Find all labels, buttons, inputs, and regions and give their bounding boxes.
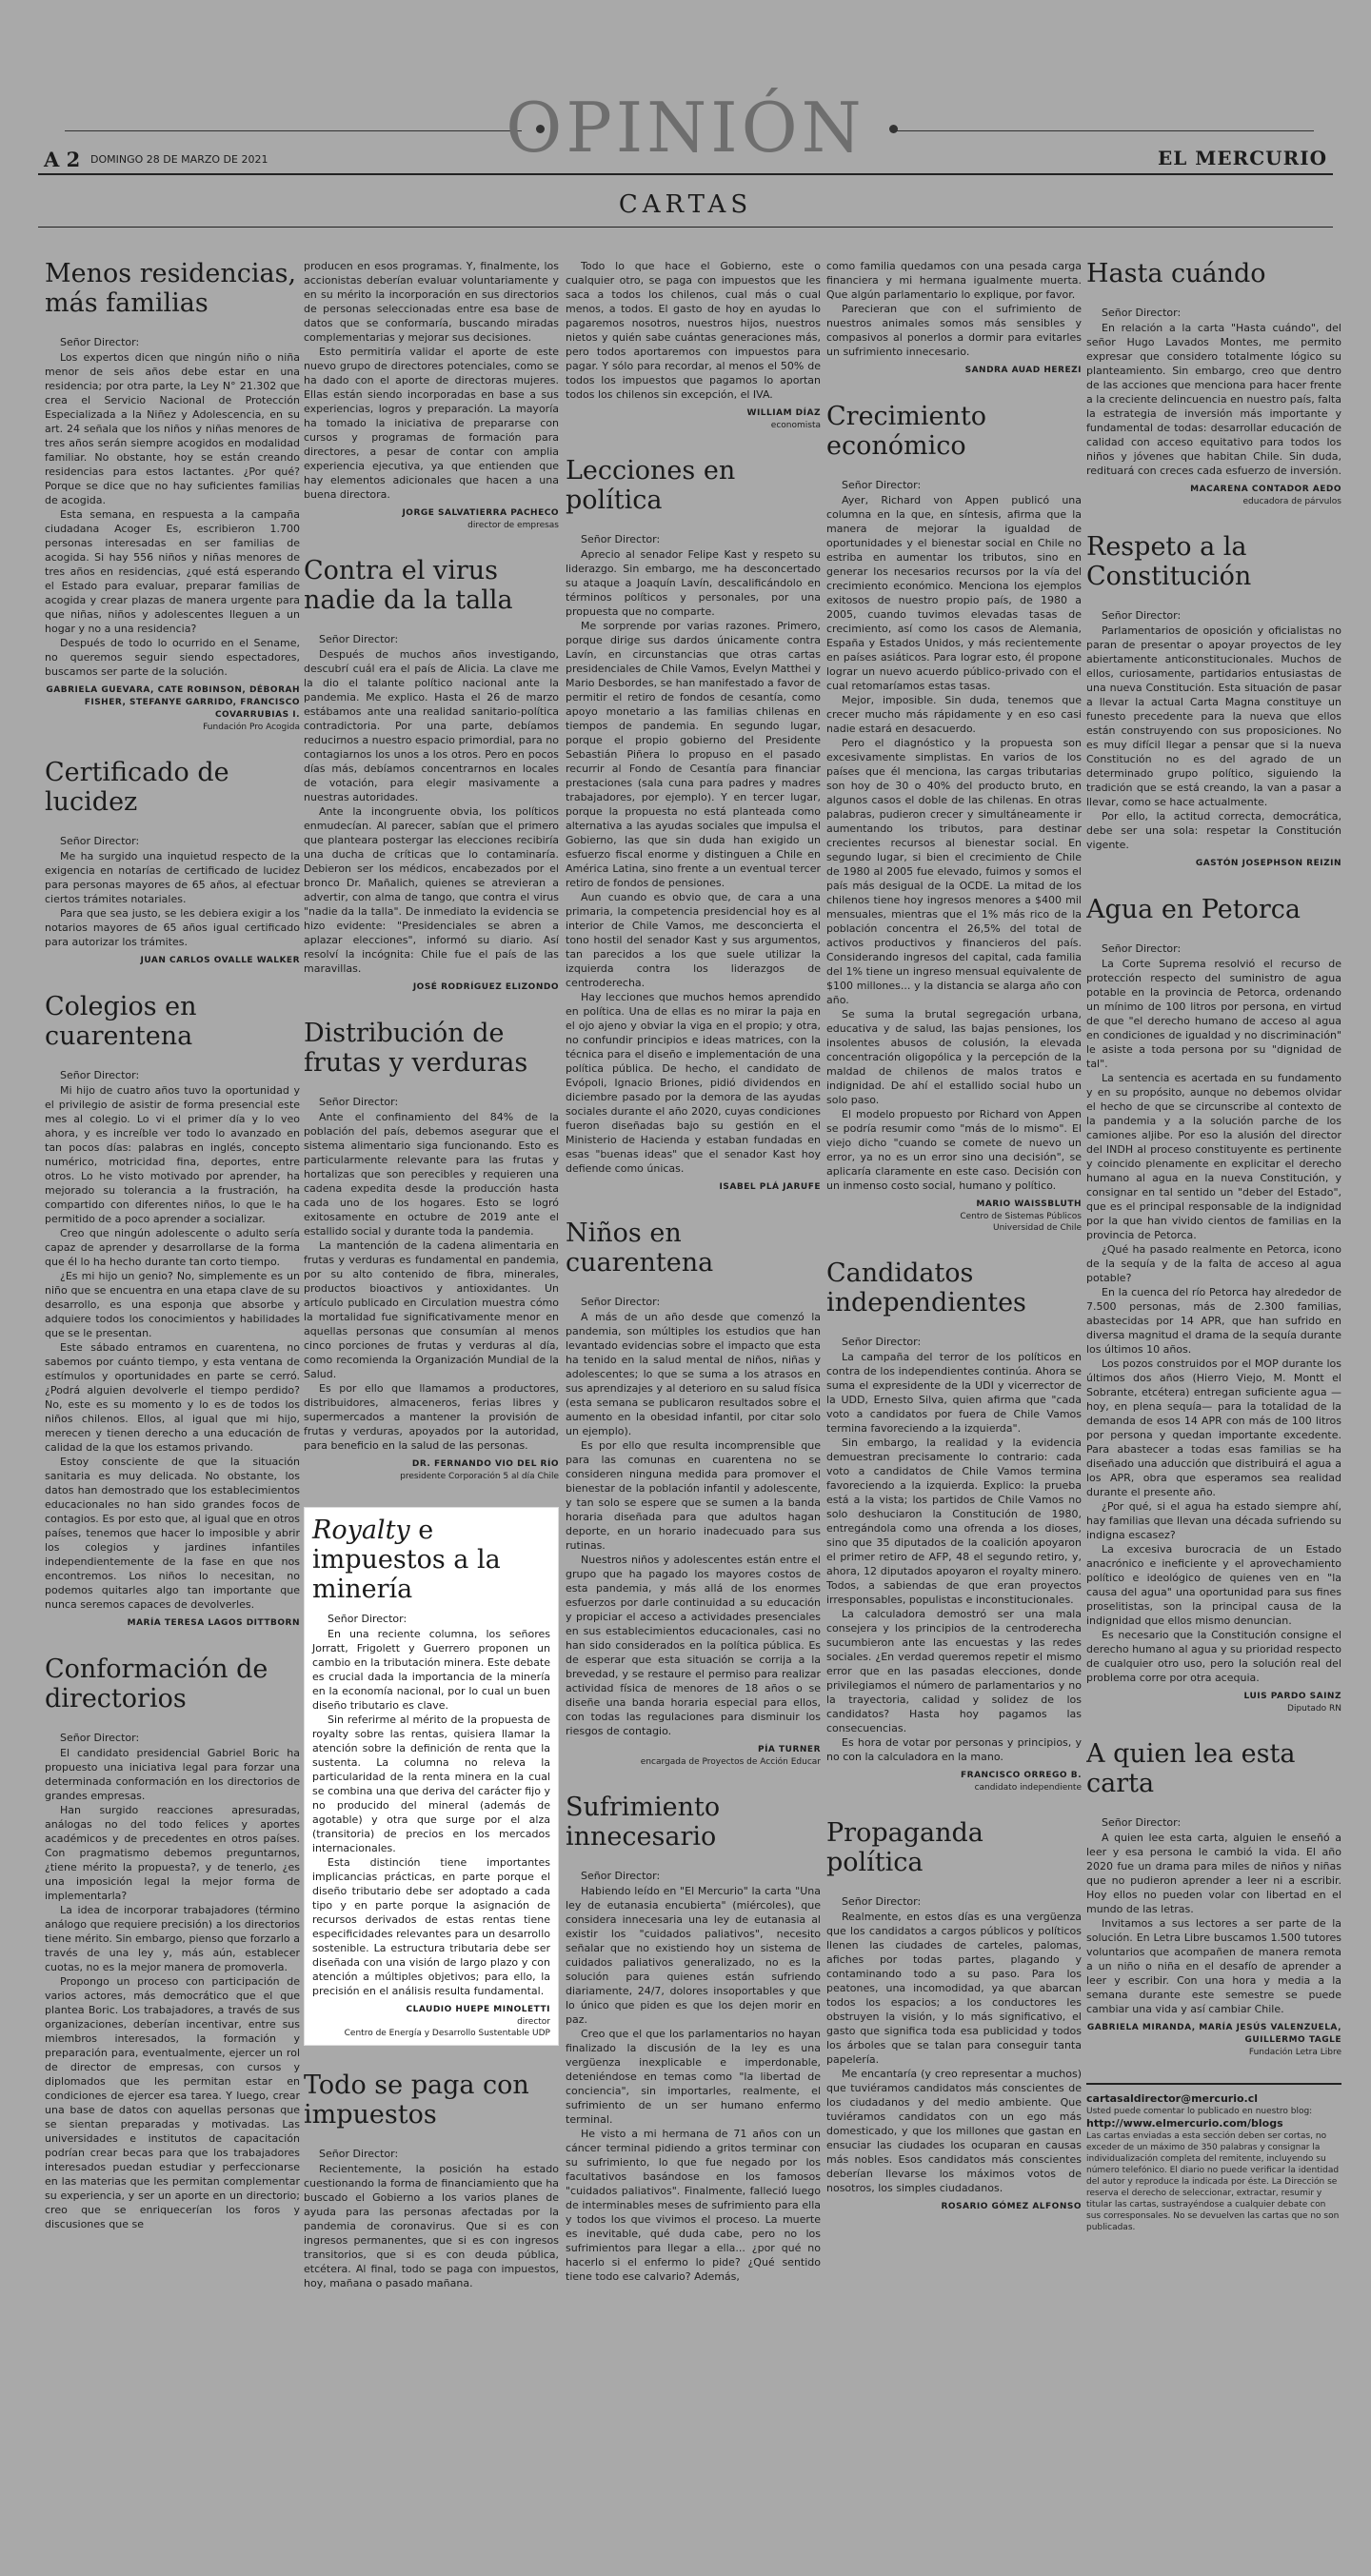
letter-paragraph: Aprecio al senador Felipe Kast y respeto su liderazgo. Sin embargo, me ha desconcertado su ataque a Joaquín Lavín, descalificándolo en términos políticos y personales, por una propuesta que no comparte. — [566, 548, 821, 618]
letter-title: Distribución de frutas y verduras — [304, 1019, 528, 1078]
letter-paragraph: A más de un año desde que comenzó la pandemia, son múltiples los estudios que han levantado evidencias sobre el impacto que esta ha tenido en la salud mental de niños, niñas y adolescentes; lo que se suma a los atrasos en sus aprendizajes y al deterioro en su salud física (esta semana se publicaron resultados sobre el aumento en la obesidad infantil, por citar solo un ejemplo). — [566, 1311, 821, 1437]
letter-paragraph: Es por ello que llamamos a productores, distribuidores, almaceneros, ferias libres y supermercados a mantener la provisión de frutas y verduras, apoyados por la autoridad, para beneficio en la salud de las personas. — [304, 1382, 559, 1452]
letter-body — [826, 493, 1082, 1193]
letter-hasta-cuando — [1086, 259, 1341, 507]
letter-role: candidato independiente — [974, 1783, 1082, 1793]
letter-paragraph: En la cuenca del río Petorca hay alrededor de 7.500 personas, más de 2.300 familias, abastecidas por 14 APR, que han sufrido en diversa magnitud el drama de la sequía durante los últimos 10 años. — [1086, 1286, 1341, 1356]
letter-salutation: Señor Director: — [581, 533, 661, 545]
issue-date: DOMINGO 28 DE MARZO DE 2021 — [90, 153, 268, 166]
masthead — [38, 0, 1333, 238]
letter-body — [45, 1746, 300, 2231]
letter-paragraph: Parlamentarios de oposición y oficialistas no paran de presentar o apoyar proyectos de ley abiertamente anticonstitucionales. Muchos de ellos, curiosamente, partidarios entusiastas de una nueva Constitución. Esta situación de pasar a llevar la actual Carta Magna constituye un funesto precedente para la nueva que ellos están construyendo con sus proposiciones. No es muy difícil llegar a pensar que si la nueva Constitución no es del agrado de un determinado grupo político, siguiendo la tradición que se está creando, la van a pasar a llevar, como se hace actualmente. — [1086, 624, 1341, 808]
letter-paragraph: Propongo un proceso con participación de varios actores, más democrático que el que plantea Boric. Los trabajadores, a través de sus organizaciones, deberían incentivar, entre sus miembros interesados, la formación y preparación para, eventualmente, ejercer un rol de director de empresas, con cursos y diplomados que les permitan estar en condiciones de ejercer esa tarea. Y luego, crear una base de datos con aquellas personas que se sientan preparadas y motivadas. Las universidades e institutos de capacitación podrían crear becas para que los trabajadores interesados puedan estudiar y perfeccionarse en las materias que les permitan complementar su experiencia, y ser un aporte en un directorio; creo que se enriquecerían los foros y discusiones que se — [45, 1975, 300, 2230]
letter-body — [826, 259, 1082, 359]
subsection-rule-bottom — [38, 227, 1333, 228]
letter-body — [826, 1910, 1082, 2195]
letter-role: economista — [770, 421, 821, 430]
letter-paragraph: En una reciente columna, los señores Jorratt, Frigolett y Guerrero proponen un cambio en la tributación minera. Este debate es crucial dada la importancia de la minería en la economía nacional, por lo cual un buen diseño tributario es clave. — [312, 1628, 550, 1712]
letter-paragraph: La mantención de la cadena alimentaria en frutas y verduras es fundamental en pandemia, por su alto contenido de fibra, minerales, productos bioactivos y antioxidantes. Un artículo publicado en Circulation muestra cómo la mortalidad fue significativamente menor en aquellas personas que consumían al menos cinco porciones de frutas y verduras al día, como recomienda la Organización Mundial de la Salud. — [304, 1239, 559, 1380]
letter-title: Contra el virus nadie da la talla — [304, 556, 513, 615]
letter-body — [1086, 624, 1341, 852]
letter-title-emphasis: Royalty — [312, 1516, 410, 1545]
letter-paragraph: La campaña del terror de los políticos en contra de los independientes continúa. Ahora se suma el expresidente de la UDI y vicerrector de la UDD, Ernesto Silva, quien afirma que "cada voto a candidatos por fuera de Chile Vamos termina favoreciendo a la izquierda". — [826, 1351, 1082, 1435]
letter-role: Fundación Letra Libre — [1248, 2048, 1341, 2057]
letter-paragraph: producen en esos programas. Y, finalmente, los accionistas deberían evaluar voluntariamente y en su mérito la incorporación en sus directorios de personas seleccionadas entre esa base de datos que se conformaría, buscando miradas complementarias y mejorar sus decisiones. — [304, 260, 559, 344]
letter-paragraph: La idea de incorporar trabajadores (término análogo que requiere precisión) a los directorios tiene mérito. Sin embargo, pienso que forzarlo a través de una ley y, más aún, establecer cuotas, no es la mejor manera de promoverla. — [45, 1904, 300, 1973]
letter-title: Certificado de lucidez — [45, 758, 229, 817]
letter-body — [45, 1083, 300, 1612]
letter-signature: SANDRA AUAD HEREZI — [964, 366, 1082, 375]
letter-role: encargada de Proyectos de Acción Educar — [640, 1757, 821, 1767]
letter-body — [304, 647, 559, 976]
letter-distribucion — [304, 1019, 559, 1482]
letter-salutation: Señor Director: — [319, 2148, 399, 2160]
letter-salutation: Señor Director: — [581, 1870, 661, 1882]
letter-signature: PÍA TURNER — [757, 1745, 821, 1754]
letter-royalty — [304, 1507, 559, 2046]
letter-paragraph: Este sábado entramos en cuarentena, no sabemos por cuánto tiempo, y esta ventana de estímulos y oportunidades en parte se cerró. ¿Podrá alguien devolverle el tiempo perdido? No, este es su momento y lo es de todos los niños chilenos. Ellos, al igual que mi hijo, merecen y tienen derecho a una educación de calidad de la que los estamos privando. — [45, 1341, 300, 1454]
letter-impuestos — [304, 2071, 559, 2290]
letter-body — [566, 1310, 821, 1738]
letter-salutation: Señor Director: — [1102, 609, 1182, 622]
letter-salutation: Señor Director: — [60, 336, 140, 348]
letter-paragraph: Los expertos dicen que ningún niño o niña menor de seis años debe estar en una residencia; por otra parte, la Ley N° 21.302 que crea el Servicio Nacional de Protección Especializada a la Niñez y Adolescencia, en su art. 24 señala que los niños y niñas menores de tres años serán siempre acogidos en modalidad familiar. No obstante, hoy se están creando residencias para estos lactantes. ¿Por qué? Porque se dice que no hay suficientes familias de acogida. — [45, 351, 300, 506]
letter-respeto — [1086, 532, 1341, 870]
letter-title: Respeto a la Constitución — [1086, 532, 1252, 591]
letter-salutation: Señor Director: — [581, 1296, 661, 1308]
letter-paragraph: Se suma la brutal segregación urbana, educativa y de salud, las bajas pensiones, los insolentes abusos de colusión, la elevada concentración oligopólica y la percepción de la maldad de chilenos de malos tratos e indignidad. De ahí el estallido social hubo un solo paso. — [826, 1008, 1082, 1106]
letter-role: Centro de Sistemas Públicos Universidad de Chile — [960, 1212, 1082, 1233]
letter-virus — [304, 556, 559, 994]
letter-title: Hasta cuándo — [1086, 259, 1266, 288]
letter-ninos — [566, 1219, 821, 1768]
letter-paragraph: Creo que el que los parlamentarios no hayan finalizado la discusión de la ley es una vergüenza inexplicable e imperdonable, deteniéndose en temas como "la libertad de conciencia", sin importarles, realmente, el sufrimiento de un ser humano enfermo terminal. — [566, 2028, 821, 2126]
letter-title: Crecimiento económico — [826, 402, 987, 461]
letter-title: Conformación de directorios — [45, 1655, 268, 1714]
letter-title: Menos residencias, más familias — [45, 259, 297, 318]
letter-signature: GASTÓN JOSEPHSON REIZIN — [1195, 859, 1341, 868]
letter-salutation: Señor Director: — [60, 1732, 140, 1744]
letter-paragraph: Esta semana, en respuesta a la campaña ciudadana Acoger Es, escribieron 1.700 personas interesadas en ser familias de acogida. Si hay 556 niños y niñas menores de tres años en residencias, ¿qué está esperando el Estado para evaluar, preparar familias de acogida y crear plazas de manera urgente para que niñas, niños y adolescentes lleguen a un hogar y no a una residencia? — [45, 508, 300, 635]
column-4 — [826, 259, 1082, 2553]
column-5 — [1086, 259, 1341, 2553]
letter-body — [566, 259, 821, 402]
letter-lecciones — [566, 456, 821, 1194]
letter-paragraph: Invitamos a sus lectores a ser parte de la solución. En Letra Libre buscamos 1.500 tutores voluntarios que acompañen de manera remota a un niño o niña en el desafío de aprender a leer y escribir. Con una hora y media a la semana durante este semestre se puede cambiar una vida y así cambiar Chile. — [1086, 1917, 1341, 2015]
letter-paragraph: El candidato presidencial Gabriel Boric ha propuesto una iniciativa legal para forzar una determinada conformación en los directorios de grandes empresas. — [45, 1747, 300, 1802]
contact-box — [1086, 2083, 1341, 2233]
letter-body — [304, 259, 559, 502]
letter-salutation: Señor Director: — [319, 633, 399, 645]
letter-body — [45, 849, 300, 949]
letter-paragraph: Esto permitiría validar el aporte de este nuevo grupo de directores potenciales, como se ha dado con el aporte de directoras mujeres. Ellas están siendo incorporadas en base a sus experiencias, logros y preparación. La mayoría ha tomado la iniciativa de prepararse con cursos y programas de formación para directores, a pesar de contar con amplia experiencia ejecutiva, ya que entienden que hay elementos adicionales que hacen a una buena directora. — [304, 346, 559, 501]
letter-paragraph: A quien lee esta carta, alguien le enseñó a leer y esa persona le cambió la vida. El año 2020 fue un drama para miles de niños y niñas que no pudieron aprender a leer ni a escribir. Hoy ellos no pueden volar con libertad en el mundo de las letras. — [1086, 1832, 1341, 1915]
contact-fineprint: Las cartas enviadas a esta sección deben ser cortas, no exceder de un máximo de 350 palabras y consignar la individualización completa del remitente, incluyendo su número telefónico. El diario no puede verificar la identidad del autor y reproduce la indicada por éste. La Dirección se reserva el derecho de seleccionar, extractar, resumir y titular las cartas, sustrayéndose a cualquier debate con sus corresponsales. No se devuelven las cartas que no son publicadas. — [1086, 2131, 1340, 2232]
letter-paragraph: Ante la incongruente obvia, los políticos enmudecían. Al parecer, sabían que el primero que planteara postergar las elecciones recibiría una ducha de críticas que lo contaminaría. Debieron ser los médicos, encabezados por el bronco Dr. Mañalich, quienes se atrevieran a advertir, con alma de tango, que contra el virus "nadie da la talla". De inmediato la evidencia se hizo evidente: "Presidenciales se abren a aplazar elecciones", informó su diario. Así resolví la incógnita: Chile fue el país de las maravillas. — [304, 805, 559, 975]
letter-title: Agua en Petorca — [1086, 895, 1301, 924]
letter-paragraph: La sentencia es acertada en su fundamento y en su propósito, aunque no debemos olvidar el hecho de que se circunscribe al contexto de la pandemia y a la solución parche de los camiones aljibe. Por eso la alusión del director del INDH al proceso constituyente es pertinente y coincido plenamente en explicitar el derecho humano al agua en la nueva Constitución, y consignar en tal sentido un "deber del Estado", que es el principal responsable de la indignidad por la que han vivido cientos de familias en la provincia de Petorca. — [1086, 1072, 1341, 1241]
letter-paragraph: Después de todo lo ocurrido en el Sename, no queremos seguir siendo espectadores, buscamos ser parte de la solución. — [45, 637, 300, 678]
letter-paragraph: La excesiva burocracia de un Estado anacrónico e ineficiente y el aprovechamiento político e ideológico de quienes ven en "la causa del agua" una oportunidad para sus fines proselitistas, son la principal causa de la indignidad que ellos mismo denuncian. — [1086, 1543, 1341, 1627]
letter-paragraph: Mejor, imposible. Sin duda, tenemos que crecer mucho más rápidamente y en eso casi nadie estará en desacuerdo. — [826, 694, 1082, 735]
letter-salutation: Señor Director: — [1102, 307, 1182, 319]
letter-salutation: Señor Director: — [1102, 942, 1182, 955]
letter-signature: GABRIELA MIRANDA, MARÍA JESÚS VALENZUELA, GUILLERMO TAGLE — [1086, 2023, 1341, 2045]
letter-paragraph: Aun cuando es obvio que, de cara a una primaria, la competencia presidencial hoy es al interior de Chile Vamos, me desconcierta el tono hostil del senador Kast y sus argumentos, tan parecidos a los que suele utilizar la izquierda contra los liderazgos de centroderecha. — [566, 891, 821, 989]
letter-signature: MACARENA CONTADOR AEDO — [1190, 485, 1341, 494]
letter-paragraph: Es necesario que la Constitución consigne el derecho humano al agua y su prioridad respecto de cualquier otro uso, pero la solución real del problema corre por otra acequia. — [1086, 1629, 1341, 1684]
letter-body — [566, 547, 821, 1176]
letter-impuestos-continued — [566, 259, 821, 431]
letter-paragraph: Me sorprende por varias razones. Primero, porque dirige sus dardos únicamente contra Lavín, en circunstancias que otras cartas presidenciales de Chile Vamos, Evelyn Matthei y Mario Desbordes, se han manifestado a favor de permitir el retiro de fondos de cesantía, como apoyo monetario a las familias chilenas en tiempos de pandemia. En segundo lugar, porque el propio gobierno del Presidente Sebastián Piñera lo propuso en el pasado recurrir al Fondo de Cesantía para financiar prestaciones (sala cuna para padres y madres trabajadores, por ejemplo). Y en tercer lugar, porque la propuesta no está planteada como alternativa a las ayudas sociales que impulsa el Gobierno, las que sin duda han exigido un esfuerzo fiscal enorme y distinguen a Chile en América Latina, sino frente a un eventual tercer retiro de fondos de pensiones. — [566, 620, 821, 889]
letter-signature: CLAUDIO HUEPE MINOLETTI — [406, 2005, 550, 2014]
letter-title: Sufrimiento innecesario — [566, 1793, 721, 1852]
letter-directorios — [45, 1655, 300, 2231]
letter-body — [566, 1884, 821, 2284]
page-number: A 2 — [44, 148, 81, 171]
letter-paragraph: Creo que ningún adolescente o adulto sería capaz de aprender y desarrollarse de la forma que él lo ha hecho durante tan corto tiempo. — [45, 1227, 300, 1268]
letter-body — [312, 1627, 550, 1998]
column-2 — [304, 259, 559, 2553]
letter-title: Propaganda política — [826, 1818, 984, 1877]
letter-paragraph: Ante el confinamiento del 84% de la población del país, debemos asegurar que el sistema alimentario siga funcionando. Esto es particularmente relevante para las frutas y hortalizas que son perecibles y requieren una cadena expedita desde la producción hasta cada uno de los hogares. Esto se logró exitosamente en octubre de 2019 ante el estallido social y durante toda la pandemia. — [304, 1111, 559, 1238]
letter-signature: MARÍA TERESA LAGOS DITTBORN — [127, 1618, 300, 1628]
letter-paragraph: Mi hijo de cuatro años tuvo la oportunidad y el privilegio de asistir de forma presencial este mes al colegio. Lo vi el primer día y lo veo ahora, y es increíble ver todo lo avanzado en tan pocos días: palabras en inglés, concepto numérico, motricidad fina, deportes, entre otros. Lo he visto motivado por aprender, ha mejorado su tolerancia a la frustración, ha compartido con diferentes niños, lo que le ha permitido de a poco aprender a socializar. — [45, 1084, 300, 1225]
letter-title: Lecciones en política — [566, 456, 736, 515]
letter-paragraph: Parecieran que con el sufrimiento de nuestros animales somos más sensibles y compasivos al ponerlos a dormir para evitarles un sufrimiento innecesario. — [826, 303, 1082, 358]
letter-paragraph: Hay lecciones que muchos hemos aprendido en política. Una de ellas es no mirar la paja en el ojo ajeno y obviar la viga en el propio; y otra, no confundir principios e ideas matrices, con la técnica para el diseño e implementación de una política pública. De hecho, el candidato de Evópoli, Ignacio Briones, pidió dividendos en diciembre pasado por la demora de las ayudas sociales durante el año 2020, cuyas condiciones fueron diseñadas bajo su gestión en el Ministerio de Hacienda y estaban fundadas en esas "buenas ideas" que el senador Kast hoy defiende como únicas. — [566, 991, 821, 1175]
letter-paragraph: ¿Es mi hijo un genio? No, simplemente es un niño que se encuentra en una etapa clave de su desarrollo, es una esponja que absorbe y adquiere todos los conocimientos y habilidades que se le presentan. — [45, 1270, 300, 1339]
letter-paragraph: Recientemente, la posición ha estado cuestionando la forma de financiamiento que ha buscado el Gobierno a los varios planes de ayuda para las personas afectadas por la pandemia de coronavirus. Que si es con ingresos permanentes, que si es con ingresos transitorios, que si es con deuda pública, etcétera. Al final, todo se paga con impuestos, hoy, mañana o pasado mañana. — [304, 2163, 559, 2289]
letter-salutation: Señor Director: — [319, 1096, 399, 1108]
contact-email-link[interactable]: cartasaldirector@mercurio.cl — [1086, 2092, 1259, 2105]
letter-salutation: Señor Director: — [842, 479, 922, 491]
letter-body — [304, 1110, 559, 1453]
letter-signature: JOSÉ RODRÍGUEZ ELIZONDO — [412, 982, 559, 992]
letter-role: presidente Corporación 5 al día Chile — [400, 1472, 559, 1481]
letter-body — [826, 1350, 1082, 1764]
letter-quien — [1086, 1739, 1341, 2058]
letter-title: Colegios en cuarentena — [45, 992, 197, 1051]
letter-signature: FRANCISCO ORREGO B. — [960, 1771, 1082, 1780]
letter-signature: ROSARIO GÓMEZ ALFONSO — [941, 2202, 1082, 2211]
subsection-rule-top — [38, 173, 1333, 175]
letter-title-rest: e impuestos a la minería — [312, 1516, 501, 1604]
letter-role: Fundación Pro Acogida — [203, 723, 300, 732]
letter-role: director Centro de Energía y Desarrollo Sustentable UDP — [344, 2017, 550, 2038]
contact-blog-link[interactable]: http://www.elmercurio.com/blogs — [1086, 2117, 1283, 2130]
letter-paragraph: Sin embargo, la realidad y la evidencia demuestran precisamente lo contrario: cada voto a candidatos de Chile Vamos termina favoreciendo a la izquierda. Explico: la prueba está a la vista; los partidos de Chile Vamos no solo deshuciaron la Constitución de 1980, entregándola como una ofrenda a los dioses, sino que 35 diputados de la coalición apoyaron el primer retiro de AFP, 48 el segundo retiro, y, ahora, 12 diputados apoyaron el royalty minero. Todos, a sabiendas de que eran proyectos irresponsables, populistas e inconstitucionales. — [826, 1437, 1082, 1606]
letter-paragraph: Estoy consciente de que la situación sanitaria es muy delicada. No obstante, los datos han demostrado que los establecimientos educacionales no han sido grandes focos de contagios. Es por esto que, al igual que en otros países, tenemos que hacer lo imposible y abrir los colegios y jardines infantiles independientemente de la fase en que nos encontremos. Los niños lo necesitan, no podemos quitarles algo tan importante que nunca seremos capaces de devolverles. — [45, 1456, 300, 1611]
letter-directorios-continued — [304, 259, 559, 531]
letter-colegios — [45, 992, 300, 1630]
section-title: OPINIÓN — [506, 88, 865, 168]
letter-role: director de empresas — [467, 521, 559, 530]
subsection-title: CARTAS — [618, 190, 753, 219]
letter-paragraph: Me encantaría (y creo representar a muchos) que tuviéramos candidatos más conscientes de los ciudadanos y del medio ambiente. Que tuviéramos candidatos con un ego más domesticado, y que los millones que gastan en ensuciar las ciudades los ocuparan en causas más nobles. Esos candidatos más conscientes deberían llevarse los máximos votos de nosotros, los simples ciudadanos. — [826, 2068, 1082, 2194]
letter-paragraph: Para que sea justo, se les debiera exigir a los notarios mayores de 65 años igual certificado para autorizar los trámites. — [45, 907, 300, 948]
masthead-rule-right — [895, 130, 1314, 131]
letter-paragraph: ¿Por qué, si el agua ha estado siempre ahí, hay familias que llevan una década sufriendo su indigna escasez? — [1086, 1500, 1341, 1541]
letter-paragraph: Realmente, en estos días es una vergüenza que los candidatos a cargos públicos y políticos llenen las ciudades de carteles, palomas, afiches por todas partes, plagando y contaminando todo a su paso. Para los peatones, una incomodidad, ya que abarcan todos los espacios; a los conductores les obstruyen la visión, y lo más significativo, el gasto que significa toda esa publicidad y todos los árboles que se talan para conseguir tanta papelería. — [826, 1911, 1082, 2066]
letter-role: Diputado RN — [1287, 1704, 1341, 1714]
letter-signature: LUIS PARDO SAINZ — [1243, 1692, 1341, 1701]
masthead-dot-right — [889, 125, 898, 133]
letter-sufrimiento — [566, 1793, 821, 2284]
letter-salutation: Señor Director: — [60, 1069, 140, 1081]
letter-paragraph: En relación a la carta "Hasta cuándo", del señor Hugo Lavados Montes, me permito expresar que considero totalmente lógico su planteamiento. Sin embargo, creo que dentro de las acciones que menciona para hacer frente a la creciente delincuencia en nuestro país, falta la estrategia de inversión más importante y fundamental de todas: desarrollar educación de calidad con acceso equitativo para todos los niños y jóvenes que habitan Chile. Sin duda, redituará con creces cada esfuerzo de inversión. — [1086, 322, 1341, 477]
letter-role: educadora de párvulos — [1242, 497, 1341, 506]
letter-paragraph: Nuestros niños y adolescentes están entre el grupo que ha pagado los mayores costos de esta pandemia, y más allá de los enormes esfuerzos por darle continuidad a su educación y propiciar el acceso a actividades presenciales en sus establecimientos educacionales, casi no han sido considerados en la política pública. Es de esperar que esta situación se corrija a la brevedad, y se restaure el permiso para realizar actividad física de menores de 18 años o se diseñe una banda horaria especial para ellos, con todas las regulaciones para disminuir los riesgos de contagio. — [566, 1554, 821, 1737]
contact-email-note: Usted puede comentar lo publicado en nuestro blog: — [1086, 2107, 1313, 2116]
letter-salutation: Señor Director: — [1102, 1816, 1182, 1829]
letter-signature: ISABEL PLÁ JARUFE — [719, 1182, 821, 1192]
letter-paragraph: El modelo propuesto por Richard von Appen se podría resumir como "más de lo mismo". El viejo dicho "cuando se comete de nuevo un error, ya no es un error sino una decisión", se aplicaría claramente en este caso. Decisión con un inmenso costo social, humano y político. — [826, 1108, 1082, 1192]
letter-paragraph: ¿Qué ha pasado realmente en Petorca, icono de la sequía y de la falta de acceso al agua potable? — [1086, 1243, 1341, 1284]
letter-lucidez — [45, 758, 300, 967]
letter-paragraph: Es por ello que resulta incomprensible que para las comunas en cuarentena no se consideren ninguna medida para promover el bienestar de la población infantil y adolescente, y tan solo se espere que se sumen a la banda horaria diseñada para que adultos hagan deporte, en un horario inadecuado para sus rutinas. — [566, 1439, 821, 1552]
letter-salutation: Señor Director: — [842, 1336, 922, 1348]
letter-title: Todo se paga con impuestos — [304, 2071, 529, 2130]
letter-title: Niños en cuarentena — [566, 1219, 714, 1278]
newspaper-brand: EL MERCURIO — [1157, 147, 1327, 169]
letter-paragraph: Sin referirme al mérito de la propuesta de royalty sobre las rentas, quisiera llamar la atención sobre la definición de renta que la sustenta. La columna no releva la particularidad de la renta minera en la cual se combina una que deriva del carácter fijo y no producido del mineral (además de agotable) y otra que surge por el alza (transitoria) de precios en los mercados internacionales. — [312, 1714, 550, 1854]
letter-title — [312, 1516, 550, 1604]
letter-paragraph: He visto a mi hermana de 71 años con un cáncer terminal pidiendo a gritos terminar con su sufrimiento, lo que fue negado por los facultativos basándose en los famosos "cuidados paliativos". Finalmente, falleció luego de interminables meses de sufrimiento para ella y todos los que vivimos el proceso. La muerte es inevitable, qué duda cabe, pero no los sufrimientos para llegar a ella... ¿por qué no hacerlo si el enfermo lo pide? ¿Qué sentido tiene todo ese calvario? Además, — [566, 2128, 821, 2283]
letter-salutation: Señor Director: — [328, 1613, 407, 1625]
letter-body — [1086, 957, 1341, 1685]
column-1 — [45, 259, 300, 2553]
letter-signature: JORGE SALVATIERRA PACHECO — [402, 508, 559, 518]
letter-paragraph: Me ha surgido una inquietud respecto de la exigencia en notarías de certificado de lucidez para personas mayores de 65 años, al efectuar ciertos trámites notariales. — [45, 850, 300, 905]
letter-paragraph: Pero el diagnóstico y la propuesta son excesivamente simplistas. En varios de los países que él menciona, las cargas tributarias son hoy de 30 o 40% del producto bruto, en algunos casos el doble de las chilenas. En otras palabras, pudieron crecer y simultáneamente ir aumentando los tributos, para destinar crecientes recursos al bienestar social. En segundo lugar, si bien el crecimiento de Chile de 1980 al 2005 fue elevado, fuimos y somos el país más desigual de la OCDE. La mitad de los chilenos tiene hoy ingresos menores a $400 mil mensuales, mientras que el 1% más rico de la población concentra el 26,5% del total de activos productivos y financieros del país. Considerando ingresos del capital, cada familia del 1% tiene un ingreso mensual equivalente de $100 millones... y la distancia se alarga año con año. — [826, 737, 1082, 1006]
column-3 — [566, 259, 821, 2553]
letter-agua — [1086, 895, 1341, 1714]
letter-body — [45, 350, 300, 679]
letter-paragraph: Por ello, la actitud correcta, democrática, debe ser una sola: respetar la Constitución vigente. — [1086, 810, 1341, 851]
letter-paragraph: Los pozos construidos por el MOP durante los últimos dos años (Hierro Viejo, M. Montt el Sobrante, etcétera) entregan suficiente agua —hoy, en plena sequía— para la totalidad de la demanda de esos 14 APR con más de 100 litros por persona y quedan importante excedente. Para abastecer a todas esas familias se ha diseñado una aducción que distribuirá el agua a los APR, obra que esperamos sea realidad durante el presente año. — [1086, 1357, 1341, 1498]
letter-body — [304, 2162, 559, 2290]
letter-signature: DR. FERNANDO VIO DEL RÍO — [411, 1459, 559, 1469]
letter-title: A quien lea esta carta — [1086, 1739, 1296, 1798]
letter-salutation: Señor Director: — [842, 1895, 922, 1908]
letter-sufrimiento-continued — [826, 259, 1082, 377]
letter-propaganda — [826, 1818, 1082, 2213]
letter-body — [1086, 1831, 1341, 2016]
letter-body — [1086, 321, 1341, 478]
letter-signature: WILLIAM DÍAZ — [746, 408, 821, 418]
letter-paragraph: La calculadora demostró ser una mala consejera y los principios de la centroderecha sucumbieron ante las encuestas y las redes sociales. ¿En verdad queremos repetir el mismo error que en las pasadas elecciones, donde privilegiamos el número de parlamentarios y no la trayectoria, calidad y solidez de los candidatos? Hasta hoy pagamos las consecuencias. — [826, 1608, 1082, 1734]
letter-paragraph: La Corte Suprema resolvió el recurso de protección respecto del suministro de agua potable en la provincia de Petorca, ordenando un mínimo de 100 litros por persona, en virtud de que "el derecho humano de acceso al agua en condiciones de igualdad y no discriminación" le asiste a toda persona por su "dignidad de tal". — [1086, 958, 1341, 1070]
letter-paragraph: Ayer, Richard von Appen publicó una columna en la que, en síntesis, afirma que la manera de mejorar la igualdad de oportunidades y el bienestar social en Chile no estriba en aumentar los tributos, sino en generar los necesarios recursos por la vía del crecimiento económico. Menciona los ejemplos exitosos de nuestro propio país, de 1980 a 2005, cuando tuvimos elevadas tasas de crecimiento, así como los casos de Alemania, España y Estados Unidos, y más recientemente en países asiáticos. Para lograr esto, él propone lograr un nuevo acuerdo público-privado con el cual retomaríamos estas tasas. — [826, 494, 1082, 692]
letter-paragraph: como familia quedamos con una pesada carga financiera y mi hermana igualmente muerta. Que algún parlamentario lo explique, por favor. — [826, 260, 1082, 301]
letter-crecimiento — [826, 402, 1082, 1234]
letter-title: Candidatos independientes — [826, 1258, 1026, 1318]
letter-signature: MARIO WAISSBLUTH — [976, 1199, 1082, 1209]
letter-candidatos — [826, 1258, 1082, 1793]
letter-paragraph: Han surgido reacciones apresuradas, análogas no del todo felices y aportes académicos y de precedentes en otros países. Con pragmatismo debemos preguntarnos, ¿tiene mérito la propuesta?, y de tenerlo, ¿es una imposición legal la mejor forma de implementarla? — [45, 1804, 300, 1902]
letter-paragraph: Habiendo leído en "El Mercurio" la carta "Una ley de eutanasia encubierta" (miércoles), que considera innecesaria una ley de eutanasia al existir los "cuidados paliativos", necesito señalar que no existiendo hoy un sistema de cuidados paliativos generalizado, no es la solución para quienes están sufriendo diariamente, 24/7, dolores insoportables y que lo único que piden es que los dejen morir en paz. — [566, 1885, 821, 2026]
letter-paragraph: Esta distinción tiene importantes implicancias prácticas, en parte porque el diseño tributario debe ser adoptado a cada tipo y en parte porque la asignación de recursos derivados de estas rentas tiene especificidades relevantes para un desarrollo sostenible. La estructura tributaria debe ser diseñada con una visión de largo plazo y con atención a múltiples objetivos; para ello, la precisión en el análisis resulta fundamental. — [312, 1856, 550, 1997]
letter-salutation: Señor Director: — [60, 835, 140, 847]
letter-residencias — [45, 259, 300, 733]
letter-paragraph: Después de muchos años investigando, descubrí cuál era el país de Alicia. La clave me la dio el talante político nacional ante la pandemia. Me explico. Hasta el 26 de marzo estábamos ante una realidad sanitario-política contradictoria. Por una parte, debíamos reducirnos a nuestro espacio primordial, para no contagiarnos los unos a los otros. Pero en pocos días más, debíamos concentrarnos en locales de votación, para elegir masivamente a nuestras autoridades. — [304, 648, 559, 803]
letter-signature: GABRIELA GUEVARA, CATE ROBINSON, DÉBORAH FISHER, STEFANYE GARRIDO, FRANCISCO COVARRUBIAS I. — [46, 685, 300, 720]
letter-signature: JUAN CARLOS OVALLE WALKER — [140, 956, 300, 965]
letter-paragraph: Todo lo que hace el Gobierno, este o cualquier otro, se paga con impuestos que les saca a todos los chilenos, cual más o cual menos, a todos. El gasto de hoy en ayudas lo pagaremos nosotros, nuestros hijos, nuestros nietos y quién sabe cuántas generaciones más, pero todos aportaremos con impuestos para pagar. Y sólo para recordar, al menos el 50% de todos los impuestos que pagamos lo aportan todos los chilenos sin excepción, el IVA. — [566, 260, 821, 401]
letter-paragraph: Es hora de votar por personas y principios, y no con la calculadora en la mano. — [826, 1736, 1082, 1763]
